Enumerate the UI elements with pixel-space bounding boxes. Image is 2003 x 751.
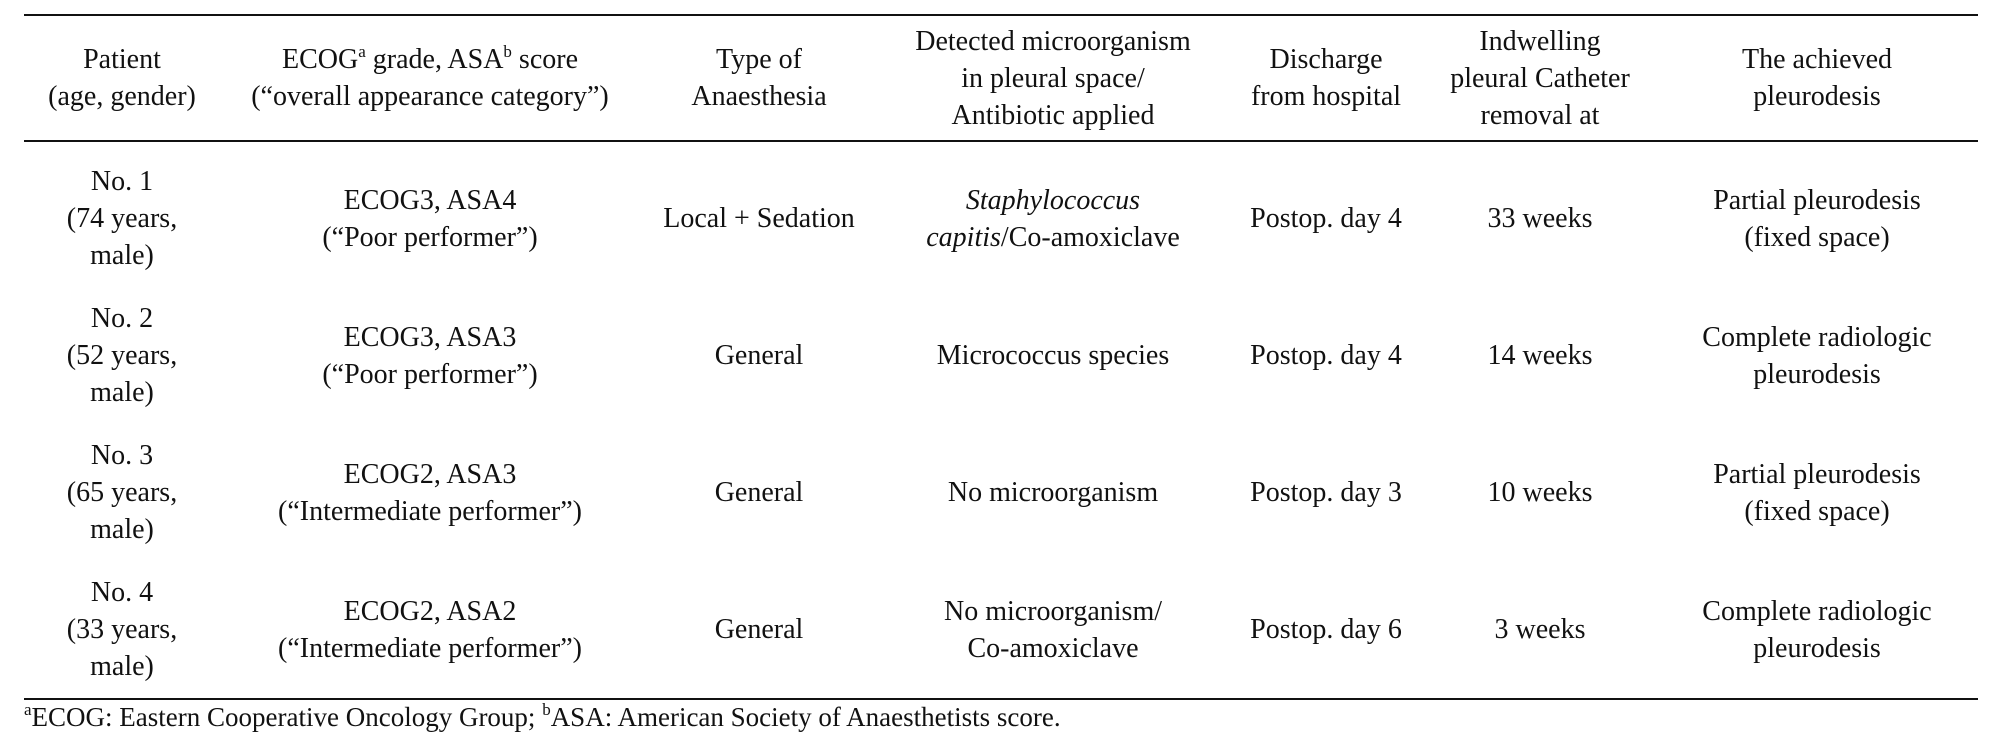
header-pleurodesis: The achieved pleurodesis — [1741, 44, 1893, 112]
header-ecog-asa: ECOG$^a$ grade, ASA$^b$ score (“overall appearance category”) — [251, 42, 609, 112]
table-body — [24, 141, 1978, 699]
table-row — [24, 424, 1978, 561]
cell-catheter-removal: 3 weeks — [1494, 614, 1586, 645]
cell-pleurodesis: Partial pleurodesis (fixed space) — [1713, 184, 1921, 253]
cell-catheter-removal: 10 weeks — [1487, 477, 1593, 508]
cell-anaesthesia: General — [714, 340, 804, 371]
header-microorganism: Detected microorganism in pleural space/ Antibiotic applied — [915, 25, 1191, 131]
header-discharge: Discharge from hospital — [1250, 44, 1402, 112]
cell-patient: No. 4 (33 years, male) — [66, 577, 178, 682]
cell-pleurodesis: Complete radiologic pleurodesis — [1702, 321, 1932, 390]
cell-pleurodesis: Complete radiologic pleurodesis — [1702, 595, 1932, 664]
cell-ecog-asa: ECOG2, ASA2 (“Intermediate performer”) — [278, 595, 582, 664]
cell-patient: No. 3 (65 years, male) — [66, 440, 178, 545]
header-patient: Patient (age, gender) — [48, 44, 196, 112]
table-row — [24, 141, 1978, 287]
cell-discharge: Postop. day 6 — [1250, 614, 1402, 645]
cell-microorganism: No microorganism/ Co-amoxiclave — [943, 595, 1162, 664]
cell-discharge: Postop. day 4 — [1250, 203, 1402, 234]
cell-microorganism: No microorganism — [947, 477, 1159, 508]
header-row — [24, 15, 1978, 141]
cell-pleurodesis: Partial pleurodesis (fixed space) — [1713, 458, 1921, 527]
footnote-marker-b: b — [503, 42, 512, 61]
cell-ecog-asa: ECOG3, ASA4 (“Poor performer”) — [322, 184, 538, 253]
cell-patient: No. 1 (74 years, male) — [66, 166, 178, 271]
cell-patient: No. 2 (52 years, male) — [66, 303, 178, 408]
table-header — [24, 15, 1978, 141]
cell-discharge: Postop. day 3 — [1250, 477, 1402, 508]
results-table-container — [24, 14, 1978, 700]
cell-microorganism: Micrococcus species — [936, 340, 1170, 371]
footnote-marker-a: a — [358, 42, 366, 61]
table-row — [24, 287, 1978, 424]
cell-anaesthesia: General — [714, 477, 804, 508]
cell-microorganism: Staphylococcus capitis/Co-amoxiclave — [926, 184, 1180, 253]
header-catheter-removal: Indwelling pleural Catheter removal at — [1450, 25, 1630, 131]
cell-anaesthesia: General — [714, 614, 804, 645]
footnote-marker-b: b — [542, 700, 551, 719]
cell-catheter-removal: 14 weeks — [1487, 340, 1593, 371]
cell-catheter-removal: 33 weeks — [1487, 203, 1593, 234]
patient-outcomes-table — [24, 14, 1978, 700]
header-anaesthesia: Type of Anaesthesia — [691, 44, 827, 112]
cell-discharge: Postop. day 4 — [1250, 340, 1402, 371]
table-row — [24, 561, 1978, 699]
cell-ecog-asa: ECOG2, ASA3 (“Intermediate performer”) — [278, 458, 582, 527]
cell-anaesthesia: Local + Sedation — [663, 203, 855, 234]
cell-ecog-asa: ECOG3, ASA3 (“Poor performer”) — [322, 321, 538, 390]
footnote-marker-a: a — [24, 700, 32, 719]
table-footnote: $^a$ECOG: Eastern Cooperative Oncology Group; $^b$ASA: American Society of Anaesthetists score. — [24, 700, 1061, 732]
